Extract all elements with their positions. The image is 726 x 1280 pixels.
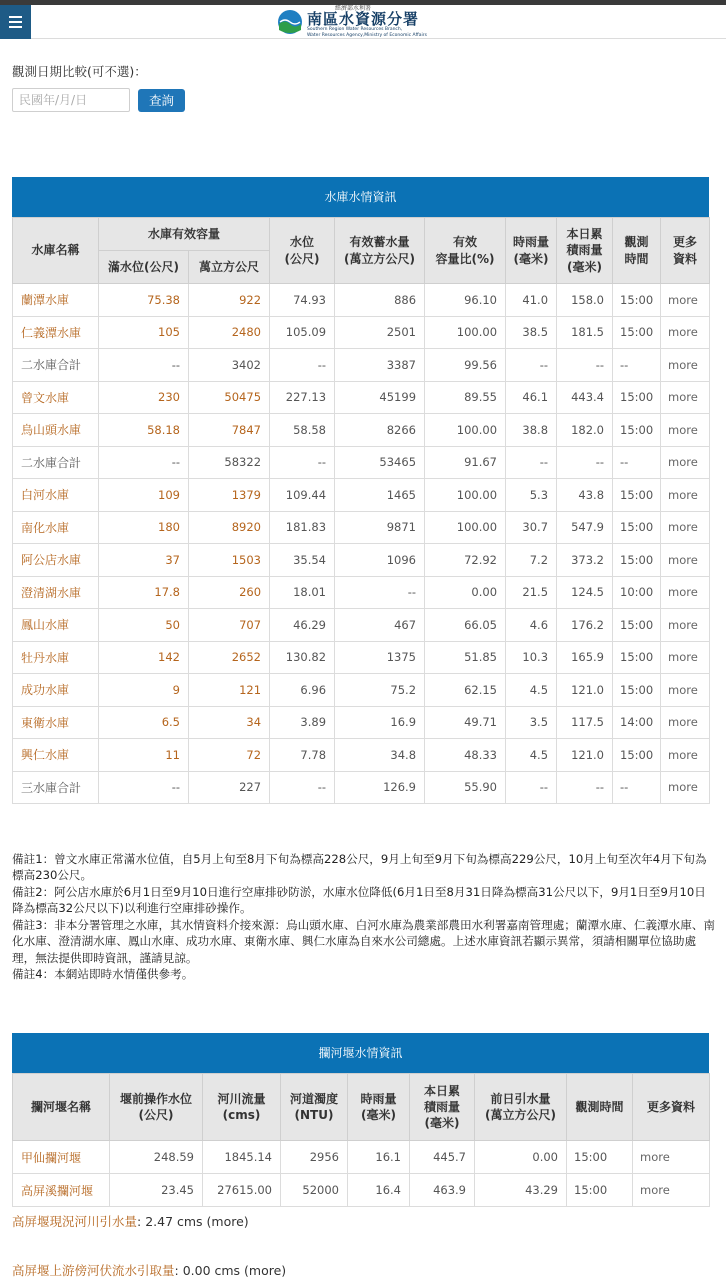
storage-value: --	[335, 576, 425, 609]
capacity-value: 2652	[189, 641, 270, 674]
storage-value: 9871	[335, 511, 425, 544]
reservoir-name: 二水庫合計	[13, 446, 99, 479]
obs-time-value: --	[613, 446, 661, 479]
water-level-value: 227.13	[270, 381, 335, 414]
river-intake-value: : 2.47 cms (more)	[137, 1214, 249, 1229]
capacity-value: 227	[189, 771, 270, 804]
hourly-rain-value: --	[506, 771, 557, 804]
storage-value: 75.2	[335, 674, 425, 707]
col-header-daily-accum-rain: 本日累 積雨量 (毫米)	[557, 218, 613, 284]
obs-time-value: --	[613, 771, 661, 804]
more-link[interactable]: more	[661, 609, 710, 642]
full-level-value: 11	[99, 739, 189, 772]
col-header-full-level: 滿水位(公尺)	[99, 251, 189, 284]
hourly-rain-value: 41.0	[506, 284, 557, 317]
accum-rain-value: 547.9	[557, 511, 613, 544]
col-header-weir-obs-time: 觀測時間	[567, 1074, 633, 1141]
underflow-intake-label[interactable]: 高屏堰上游傍河伏流水引取量	[12, 1263, 175, 1278]
reservoir-panel-title: 水庫水情資訊	[12, 177, 709, 217]
col-header-weir-level: 堰前操作水位 (公尺)	[110, 1074, 203, 1141]
col-header-weir-accum-rain: 本日累 積雨量 (毫米)	[410, 1074, 475, 1141]
capacity-value: 34	[189, 706, 270, 739]
accum-rain-value: 443.4	[557, 381, 613, 414]
obs-time-value: 15:00	[613, 511, 661, 544]
full-level-value: 230	[99, 381, 189, 414]
col-header-effective-capacity: 水庫有效容量	[99, 218, 270, 251]
more-link[interactable]: more	[661, 349, 710, 382]
capacity-ratio-value: 0.00	[425, 576, 506, 609]
col-header-weir-hourly-rain: 時雨量 (毫米)	[348, 1074, 410, 1141]
storage-value: 467	[335, 609, 425, 642]
capacity-value: 50475	[189, 381, 270, 414]
accum-rain-value: --	[557, 446, 613, 479]
more-link[interactable]: more	[661, 316, 710, 349]
storage-value: 34.8	[335, 739, 425, 772]
obs-time-value: 14:00	[613, 706, 661, 739]
col-header-reservoir-name: 水庫名稱	[13, 218, 99, 284]
water-level-value: 18.01	[270, 576, 335, 609]
weir-accum-rain-value: 463.9	[410, 1174, 475, 1207]
capacity-ratio-value: 91.67	[425, 446, 506, 479]
hourly-rain-value: --	[506, 446, 557, 479]
date-compare-form	[12, 62, 185, 112]
water-level-value: 7.78	[270, 739, 335, 772]
reservoir-name[interactable]: 蘭潭水庫	[13, 284, 99, 317]
underflow-intake-link[interactable]	[12, 1261, 286, 1279]
hourly-rain-value: --	[506, 349, 557, 382]
full-level-value: 37	[99, 544, 189, 577]
reservoir-row	[13, 609, 710, 642]
accum-rain-value: 165.9	[557, 641, 613, 674]
storage-value: 1375	[335, 641, 425, 674]
more-link[interactable]: more	[661, 511, 710, 544]
logo-english-line-1: Southern Region Water Resources Branch,	[307, 27, 403, 33]
capacity-value: 7847	[189, 414, 270, 447]
obs-time-value: --	[613, 349, 661, 382]
accum-rain-value: 182.0	[557, 414, 613, 447]
reservoir-row	[13, 284, 710, 317]
query-button[interactable]: 查詢	[138, 89, 185, 112]
capacity-ratio-value: 100.00	[425, 316, 506, 349]
weir-accum-rain-value: 445.7	[410, 1141, 475, 1174]
col-header-effective-storage: 有效蓄水量 (萬立方公尺)	[335, 218, 425, 284]
capacity-ratio-value: 62.15	[425, 674, 506, 707]
reservoir-table	[12, 217, 710, 804]
col-header-weir-more: 更多資料	[633, 1074, 710, 1141]
note-4: 備註4：本網站即時水情僅供參考。	[12, 967, 194, 982]
capacity-value: 707	[189, 609, 270, 642]
reservoir-name[interactable]: 白河水庫	[13, 479, 99, 512]
more-link[interactable]: more	[661, 446, 710, 479]
hourly-rain-value: 10.3	[506, 641, 557, 674]
water-drop-logo-icon	[276, 8, 304, 36]
reservoir-name: 三水庫合計	[13, 771, 99, 804]
more-link[interactable]: more	[661, 284, 710, 317]
col-header-river-flow: 河川流量 (cms)	[203, 1074, 281, 1141]
obs-time-value: 15:00	[613, 316, 661, 349]
obs-time-value: 15:00	[613, 284, 661, 317]
capacity-value: 260	[189, 576, 270, 609]
col-header-prev-day-intake: 前日引水量 (萬立方公尺)	[475, 1074, 567, 1141]
reservoir-row	[13, 706, 710, 739]
reservoir-row	[13, 641, 710, 674]
full-level-value: 50	[99, 609, 189, 642]
accum-rain-value: 176.2	[557, 609, 613, 642]
reservoir-row	[13, 414, 710, 447]
reservoir-row	[13, 511, 710, 544]
underflow-intake-value: : 0.00 cms (more)	[174, 1263, 287, 1278]
hourly-rain-value: 46.1	[506, 381, 557, 414]
storage-value: 126.9	[335, 771, 425, 804]
capacity-value: 72	[189, 739, 270, 772]
reservoir-name[interactable]: 烏山頭水庫	[13, 414, 99, 447]
weir-row	[13, 1141, 710, 1174]
water-level-value: 130.82	[270, 641, 335, 674]
capacity-ratio-value: 66.05	[425, 609, 506, 642]
col-header-capacity-ratio: 有效 容量比(%)	[425, 218, 506, 284]
accum-rain-value: 121.0	[557, 739, 613, 772]
reservoir-name[interactable]: 牡丹水庫	[13, 641, 99, 674]
reservoir-row	[13, 674, 710, 707]
reservoir-name: 二水庫合計	[13, 349, 99, 382]
full-level-value: --	[99, 771, 189, 804]
weir-intake-links	[12, 1212, 286, 1279]
weir-name[interactable]: 甲仙攔河堰	[13, 1141, 110, 1174]
water-level-value: 58.58	[270, 414, 335, 447]
logo-english-line-2: Water Resources Agency,Ministry of Economic Affairs	[307, 32, 427, 38]
capacity-value: 2480	[189, 316, 270, 349]
accum-rain-value: 158.0	[557, 284, 613, 317]
weir-panel-title: 攔河堰水情資訊	[12, 1033, 709, 1073]
water-level-value: 109.44	[270, 479, 335, 512]
accum-rain-value: 117.5	[557, 706, 613, 739]
full-level-value: 105	[99, 316, 189, 349]
river-flow-value: 27615.00	[203, 1174, 281, 1207]
capacity-ratio-value: 48.33	[425, 739, 506, 772]
reservoir-name[interactable]: 仁義潭水庫	[13, 316, 99, 349]
capacity-ratio-value: 100.00	[425, 414, 506, 447]
more-link[interactable]: more	[661, 544, 710, 577]
accum-rain-value: 181.5	[557, 316, 613, 349]
water-level-value: --	[270, 349, 335, 382]
storage-value: 8266	[335, 414, 425, 447]
hourly-rain-value: 4.6	[506, 609, 557, 642]
water-level-value: 181.83	[270, 511, 335, 544]
storage-value: 1096	[335, 544, 425, 577]
hourly-rain-value: 5.3	[506, 479, 557, 512]
accum-rain-value: 121.0	[557, 674, 613, 707]
full-level-value: --	[99, 446, 189, 479]
reservoir-name[interactable]: 阿公店水庫	[13, 544, 99, 577]
storage-value: 3387	[335, 349, 425, 382]
col-header-hourly-rain: 時雨量 (毫米)	[506, 218, 557, 284]
hourly-rain-value: 3.5	[506, 706, 557, 739]
turbidity-value: 2956	[281, 1141, 348, 1174]
hourly-rain-value: 30.7	[506, 511, 557, 544]
reservoir-name[interactable]: 東衛水庫	[13, 706, 99, 739]
accum-rain-value: --	[557, 771, 613, 804]
accum-rain-value: 373.2	[557, 544, 613, 577]
capacity-value: 8920	[189, 511, 270, 544]
logo-agency-text: 經濟部水利署	[335, 5, 372, 13]
date-compare-label: 觀測日期比較(可不選)：	[12, 64, 147, 79]
col-header-more-info: 更多 資料	[661, 218, 710, 284]
capacity-ratio-value: 99.56	[425, 349, 506, 382]
full-level-value: 6.5	[99, 706, 189, 739]
full-level-value: 75.38	[99, 284, 189, 317]
site-header	[0, 5, 726, 39]
capacity-ratio-value: 72.92	[425, 544, 506, 577]
note-3: 備註3：非本分署管理之水庫，其水情資料介接來源：烏山頭水庫、白河水庫為農業部農田水利署嘉南管理處；蘭潭水庫、仁義潭水庫、南化水庫、澄清湖水庫、鳳山水庫、成功水庫、東衛水庫、興仁水庫為自來水公司總處。上述水庫資訊若顯示異常，須請相關單位協助處理，無法提供即時資訊，謹請見諒。	[12, 917, 716, 965]
obs-time-value: 15:00	[613, 479, 661, 512]
storage-value: 16.9	[335, 706, 425, 739]
turbidity-value: 52000	[281, 1174, 348, 1207]
storage-value: 53465	[335, 446, 425, 479]
obs-time-value: 15:00	[613, 739, 661, 772]
hourly-rain-value: 21.5	[506, 576, 557, 609]
water-level-value: 3.89	[270, 706, 335, 739]
obs-time-value: 15:00	[613, 381, 661, 414]
more-link[interactable]: more	[661, 576, 710, 609]
capacity-ratio-value: 100.00	[425, 479, 506, 512]
obs-time-value: 15:00	[613, 674, 661, 707]
capacity-ratio-value: 89.55	[425, 381, 506, 414]
hourly-rain-value: 7.2	[506, 544, 557, 577]
note-1: 備註1：曾文水庫正常滿水位值，自5月上旬至8月下旬為標高228公尺，9月上旬至9月下旬為標高229公尺，10月上旬至次年4月下旬為標高230公尺。	[12, 852, 707, 883]
river-intake-label[interactable]: 高屏堰現況河川引水量	[12, 1214, 138, 1229]
hourly-rain-value: 4.5	[506, 739, 557, 772]
full-level-value: --	[99, 349, 189, 382]
more-link[interactable]: more	[661, 739, 710, 772]
reservoir-row	[13, 479, 710, 512]
more-link[interactable]: more	[661, 414, 710, 447]
reservoir-name[interactable]: 南化水庫	[13, 511, 99, 544]
note-2: 備註2：阿公店水庫於6月1日至9月10日進行空庫排砂防淤，水庫水位降低(6月1日至8月31日降為標高31公尺以下，9月1日至9月10日降為標高32公尺以下)以利進行空庫排砂操作。	[12, 884, 706, 916]
obs-time-value: 15:00	[613, 544, 661, 577]
full-level-value: 180	[99, 511, 189, 544]
hourly-rain-value: 38.8	[506, 414, 557, 447]
more-link[interactable]: more	[661, 771, 710, 804]
weir-name[interactable]: 高屏溪攔河堰	[13, 1174, 110, 1207]
water-level-value: --	[270, 446, 335, 479]
full-level-value: 142	[99, 641, 189, 674]
reservoir-row	[13, 316, 710, 349]
storage-value: 886	[335, 284, 425, 317]
full-level-value: 58.18	[99, 414, 189, 447]
capacity-ratio-value: 100.00	[425, 511, 506, 544]
capacity-value: 922	[189, 284, 270, 317]
capacity-ratio-value: 96.10	[425, 284, 506, 317]
storage-value: 45199	[335, 381, 425, 414]
reservoir-name[interactable]: 澄清湖水庫	[13, 576, 99, 609]
reservoir-name[interactable]: 鳳山水庫	[13, 609, 99, 642]
obs-time-value: 15:00	[613, 609, 661, 642]
more-link[interactable]: more	[661, 479, 710, 512]
weir-hourly-rain-value: 16.1	[348, 1141, 410, 1174]
weir-obs-time-value: 15:00	[567, 1141, 633, 1174]
prev-day-intake-value: 0.00	[475, 1141, 567, 1174]
prev-day-intake-value: 43.29	[475, 1174, 567, 1207]
obs-time-value: 15:00	[613, 414, 661, 447]
col-header-water-level: 水位 (公尺)	[270, 218, 335, 284]
weir-more-link[interactable]: more	[633, 1174, 710, 1207]
water-level-value: 6.96	[270, 674, 335, 707]
obs-time-value: 15:00	[613, 641, 661, 674]
reservoir-name[interactable]: 興仁水庫	[13, 739, 99, 772]
col-header-obs-time: 觀測 時間	[613, 218, 661, 284]
reservoir-name[interactable]: 曾文水庫	[13, 381, 99, 414]
capacity-value: 1379	[189, 479, 270, 512]
accum-rain-value: --	[557, 349, 613, 382]
hamburger-menu-icon[interactable]	[0, 5, 31, 39]
reservoir-panel	[12, 177, 709, 804]
reservoir-row	[13, 381, 710, 414]
more-link[interactable]: more	[661, 641, 710, 674]
logo-branch-name: 南區水資源分署	[307, 10, 420, 29]
river-intake-link[interactable]	[12, 1212, 286, 1230]
weir-panel	[12, 1033, 709, 1207]
weir-level-value: 248.59	[110, 1141, 203, 1174]
accum-rain-value: 43.8	[557, 479, 613, 512]
full-level-value: 109	[99, 479, 189, 512]
capacity-value: 58322	[189, 446, 270, 479]
notes-section	[12, 851, 716, 983]
reservoir-row	[13, 739, 710, 772]
capacity-ratio-value: 49.71	[425, 706, 506, 739]
hourly-rain-value: 38.5	[506, 316, 557, 349]
weir-row	[13, 1174, 710, 1207]
hourly-rain-value: 4.5	[506, 674, 557, 707]
more-link[interactable]: more	[661, 381, 710, 414]
date-input[interactable]	[12, 88, 130, 112]
capacity-ratio-value: 51.85	[425, 641, 506, 674]
water-level-value: --	[270, 771, 335, 804]
storage-value: 2501	[335, 316, 425, 349]
site-logo[interactable]	[276, 6, 427, 38]
weir-more-link[interactable]: more	[633, 1141, 710, 1174]
water-level-value: 46.29	[270, 609, 335, 642]
weir-obs-time-value: 15:00	[567, 1174, 633, 1207]
col-header-weir-name: 攔河堰名稱	[13, 1074, 110, 1141]
full-level-value: 17.8	[99, 576, 189, 609]
col-header-capacity-unit: 萬立方公尺	[189, 251, 270, 284]
water-level-value: 35.54	[270, 544, 335, 577]
accum-rain-value: 124.5	[557, 576, 613, 609]
river-flow-value: 1845.14	[203, 1141, 281, 1174]
reservoir-name[interactable]: 成功水庫	[13, 674, 99, 707]
more-link[interactable]: more	[661, 706, 710, 739]
capacity-value: 1503	[189, 544, 270, 577]
capacity-value: 121	[189, 674, 270, 707]
weir-level-value: 23.45	[110, 1174, 203, 1207]
obs-time-value: 10:00	[613, 576, 661, 609]
reservoir-row	[13, 771, 710, 804]
full-level-value: 9	[99, 674, 189, 707]
more-link[interactable]: more	[661, 674, 710, 707]
water-level-value: 105.09	[270, 316, 335, 349]
capacity-ratio-value: 55.90	[425, 771, 506, 804]
reservoir-row	[13, 349, 710, 382]
weir-hourly-rain-value: 16.4	[348, 1174, 410, 1207]
reservoir-row	[13, 446, 710, 479]
reservoir-row	[13, 576, 710, 609]
capacity-value: 3402	[189, 349, 270, 382]
storage-value: 1465	[335, 479, 425, 512]
weir-table	[12, 1073, 710, 1207]
water-level-value: 74.93	[270, 284, 335, 317]
reservoir-row	[13, 544, 710, 577]
col-header-turbidity: 河道濁度 (NTU)	[281, 1074, 348, 1141]
